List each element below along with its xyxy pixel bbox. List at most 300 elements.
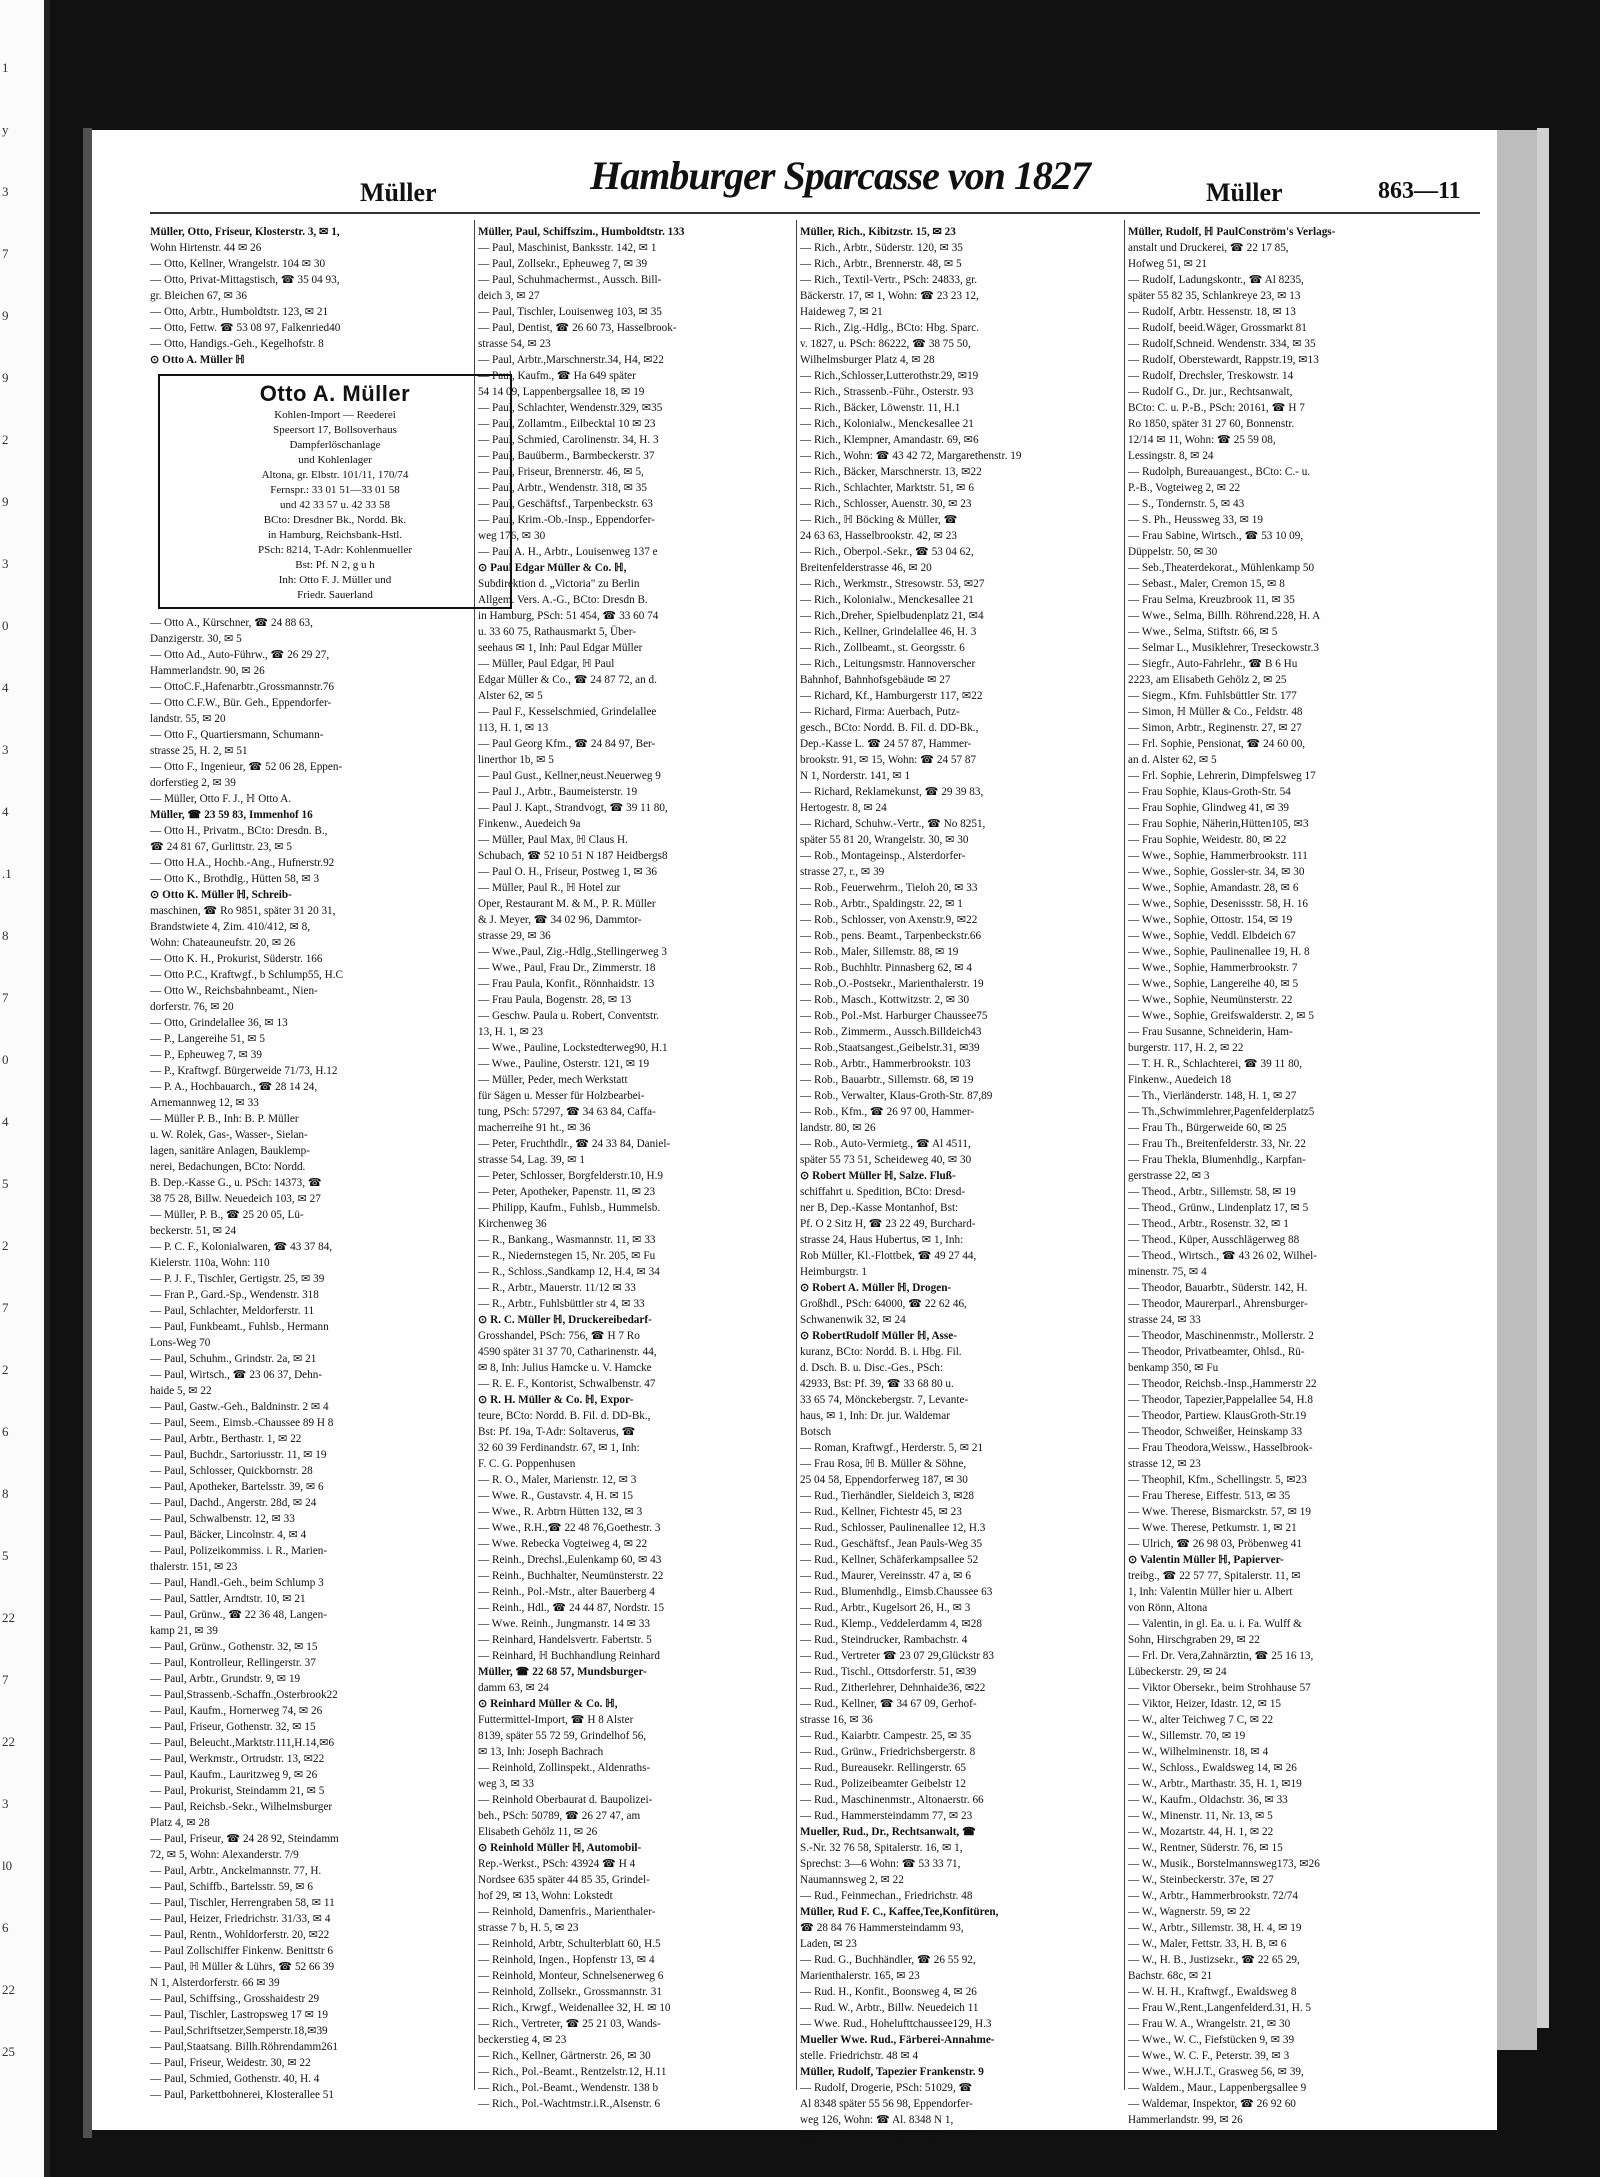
directory-entry: — Paul,Schriftsetzer,Semperstr.18,✉39 [150,2025,328,2037]
directory-entry: Haideweg 7, ✉ 21 [800,306,883,318]
margin-fragment: 2 [2,1238,9,1253]
directory-entry: 42933, Bst: Pf. 39, ☎ 33 68 80 u. [800,1378,954,1390]
directory-entry: — Reinhold, Zollinspekt., Aldenraths- [478,1762,651,1774]
directory-entry: ⊙ Robert A. Müller ℍ, Drogen- [800,1282,952,1294]
directory-entry: — Rud., Arbtr., Kugelsort 26, H., ✉ 3 [800,1602,971,1614]
directory-entry: — Rob., Masch., Kottwitzstr. 2, ✉ 30 [800,994,970,1006]
directory-entry: — Rud. H., Konfit., Boonsweg 4, ✉ 26 [800,1986,977,1998]
directory-entry: — Rud., Kellner, ☎ 34 67 09, Gerhof- [800,1698,977,1710]
directory-entry: — S., Tondernstr. 5, ✉ 43 [1128,498,1245,510]
directory-entry: — Rud., Tischl., Ottsdorferstr. 51, ✉39 [800,1666,977,1678]
margin-fragment: 6 [2,1920,9,1935]
directory-entry: Müller, Rudolf, Tapezier Frankenstr. 9 [800,2066,984,2078]
directory-entry: — Wwe. Therese, Petkumstr. 1, ✉ 21 [1128,1522,1297,1534]
directory-entry: — Rob., Buchhltr. Pinnasberg 62, ✉ 4 [800,962,973,974]
margin-fragment: .1 [2,866,12,881]
directory-entry: Wohn: Chateauneufstr. 20, ✉ 26 [150,937,296,949]
margin-fragment: 6 [2,1424,9,1439]
directory-entry: an d. Alster 62, ✉ 5 [1128,754,1217,766]
directory-entry: — Frau Sophie, Weidestr. 80, ✉ 22 [1128,834,1287,846]
header-logo [590,152,1090,199]
directory-entry: Grosshandel, PSch: 756, ☎ H 7 Ro [478,1330,640,1342]
directory-entry: — Theodor, Maurerparl., Ahrensburger- [1128,1298,1308,1310]
directory-entry: — W., alter Teichweg 7 C, ✉ 22 [1128,1714,1274,1726]
directory-entry: — Paul, Maschinist, Banksstr. 142, ✉ 1 [478,242,657,254]
directory-entry: — Paul, Schlachter, Wendenstr.329, ✉35 [478,402,663,414]
directory-entry: Ro 1850, später 31 27 60, Bonnenstr. [1128,418,1295,430]
directory-entry: — Siegfr., Auto-Fahrlehr., ☎ B 6 Hu [1128,658,1298,670]
directory-entry: Mueller, Rud., Dr., Rechtsanwalt, ☎ [800,1826,976,1838]
directory-entry: — Paul, Friseur, ☎ 24 28 92, Steindamm [150,1833,339,1845]
directory-entry: — Reinh., Buchhalter, Neumünsterstr. 22 [478,1570,664,1582]
directory-entry: — Rich., Kellner, Grindelallee 46, H. 3 [800,626,977,638]
directory-entry: — Rob., Zimmerm., Aussch.Billdeich43 [800,1026,982,1038]
directory-entry: ⊙ Otto A. Müller ℍ [150,354,245,366]
directory-entry: — Paul, Schiffsing., Grosshaidestr 29 [150,1993,320,2005]
directory-entry: — Selmar L., Musiklehrer, Treseckowstr.3 [1128,642,1319,654]
directory-entry: — Waldem., Maur., Lappenbergsallee 9 [1128,2082,1307,2094]
directory-entry: — Frau Sabine, Wirtsch., ☎ 53 10 09, [1128,530,1304,542]
margin-fragment: 4 [2,804,9,819]
directory-entry: 54 14 09, Lappenbergsallee 18, ✉ 19 [478,386,645,398]
directory-entry: — P. A., Hochbauarch., ☎ 28 14 24, [150,1081,318,1093]
directory-entry: linerthor 1b, ✉ 5 [478,754,554,766]
directory-entry: — Paul Gust., Kellner,neust.Neuerweg 9 [478,770,661,782]
margin-fragment: y [2,122,9,137]
directory-entry: — Paul, Buchdr., Sartoriusstr. 11, ✉ 19 [150,1449,327,1461]
directory-entry: — Frau Sophie, Näherin,Hütten105, ✉3 [1128,818,1309,830]
directory-entry: — Frl. Sophie, Lehrerin, Dimpfelsweg 17 [1128,770,1316,782]
directory-entry: — Rich., Kolonialw., Menckesallee 21 [800,418,974,430]
directory-entry: — Rud., Steindrucker, Rambachstr. 4 [800,1634,968,1646]
directory-entry: beckerstr. 51, ✉ 24 [150,1225,237,1237]
directory-entry: gesch., BCto: Nordd. B. Fil. d. DD-Bk., [800,722,979,734]
directory-entry: — Rich., Arbtr., Süderstr. 120, ✉ 35 [800,242,963,254]
directory-entry: — Wwe., Sophie, Hammerbrookstr. 7 [1128,962,1298,974]
directory-entry: ✉ 8, Inh: Julius Hamcke u. V. Hamcke [478,1362,652,1374]
directory-entry: — Paul Zollschiffer Finkenw. Benittstr 6 [150,1945,334,1957]
directory-entry: Rep.-Werkst., PSch: 43924 ☎ H 4 [478,1858,636,1870]
directory-entry: — Otto, Privat-Mittagstisch, ☎ 35 04 93, [150,274,340,286]
directory-entry: — Rud., Maschinenmstr., Altonaerstr. 66 [800,1794,984,1806]
directory-entry: ⊙ Valentin Müller ℍ, Papierver- [1128,1554,1284,1566]
directory-entry: Düppelstr. 50, ✉ 30 [1128,546,1218,558]
directory-entry: — W., Kaufm., Oldachstr. 36, ✉ 33 [1128,1794,1288,1806]
directory-entry: — Rich., Klempner, Amandastr. 69, ✉6 [800,434,979,446]
directory-entry: Elisabeth Gehölz 11, ✉ 26 [478,1826,598,1838]
directory-entry: teure, BCto: Nordd. B. Fil. d. DD-Bk., [478,1410,651,1422]
directory-entry: Platz 4, ✉ 28 [150,1817,210,1829]
directory-entry: — Frau W. A., Wrangelstr. 21, ✉ 30 [1128,2018,1291,2030]
directory-entry: seehaus ✉ 1, Inh: Paul Edgar Müller [478,642,643,654]
margin-fragment: 22 [2,1610,15,1625]
directory-entry: — W. H. H., Kraftwgf., Ewaldsweg 8 [1128,1986,1297,1998]
directory-entry: — Rud., Blumenhdlg., Eimsb.Chaussee 63 [800,1586,993,1598]
directory-entry: — Paul, Friseur, Brennerstr. 46, ✉ 5, [478,466,644,478]
directory-entry: — Rud., Feinmechan., Friedrichstr. 48 [800,1890,973,1902]
directory-entry: — Wwe., W. C. F., Peterstr. 39, ✉ 3 [1128,2050,1290,2062]
directory-entry: — Otto W., Reichsbahnbeamt., Nien- [150,985,318,997]
directory-entry: — W., Wagnerstr. 59, ✉ 22 [1128,1906,1251,1918]
directory-entry: haide 5, ✉ 22 [150,1385,212,1397]
directory-entry: Arnemannweg 12, ✉ 33 [150,1097,259,1109]
directory-entry: — Paul, Tischler, Lastropsweg 17 ✉ 19 [150,2009,328,2021]
directory-entry: beckerstieg 4, ✉ 23 [478,2034,567,2046]
directory-entry: 72, ✉ 5, Wohn: Alexanderstr. 7/9 [150,1849,299,1861]
directory-entry: — Rud., Bureausekr. Rellingerstr. 65 [800,1762,966,1774]
directory-entry: — R., Niedernstegen 15, Nr. 205, ✉ Fu [478,1250,656,1262]
directory-entry: haus, ✉ 1, Inh: Dr. jur. Waldemar [800,1410,950,1422]
directory-entry: — Wwe., Sophie, Ottostr. 154, ✉ 19 [1128,914,1293,926]
margin-fragment: 5 [2,1548,9,1563]
directory-entry: — Müller, P. B., ☎ 25 20 05, Lü- [150,1209,304,1221]
margin-fragment: 4 [2,680,9,695]
directory-entry: — W., Wilhelminenstr. 18, ✉ 4 [1128,1746,1269,1758]
directory-entry: Nordsee 635 später 44 85 35, Grindel- [478,1874,650,1886]
previous-page-edge [0,0,50,2177]
directory-entry: — Rob., Arbtr., Spaldingstr. 22, ✉ 1 [800,898,963,910]
directory-entry: — Wwe., Selma, Billh. Röhrend.228, H. A [1128,610,1321,622]
directory-entry: Müller, ☎ 22 68 57, Mundsburger- [478,1666,647,1678]
directory-entry: 113, H. 1, ✉ 13 [478,722,549,734]
directory-entry: — Viktor Obersekr., beim Strohhause 57 [1128,1682,1311,1694]
directory-entry: — Simon, ℍ Müller & Co., Feldstr. 48 [1128,706,1303,718]
column-3 [800,224,1170,2144]
directory-entry: — Paul, Kaufm., Hornerweg 74, ✉ 26 [150,1705,323,1717]
directory-entry: Sohn, Hirschgraben 29, ✉ 22 [1128,1634,1260,1646]
directory-entry: — Paul, Schmied, Gothenstr. 40, H. 4 [150,2073,320,2085]
directory-entry: — Paul, Bäcker, Lincolnstr. 4, ✉ 4 [150,1529,307,1541]
directory-entry: — Frau Thekla, Blumenhdlg., Karpfan- [1128,1154,1306,1166]
directory-entry: Edgar Müller & Co., ☎ 24 87 72, an d. [478,674,657,686]
directory-entry: damm 63, ✉ 24 [478,1682,549,1694]
directory-entry: — Wwe., W. C., Fiefstücken 9, ✉ 39 [1128,2034,1295,2046]
directory-entry: Botsch [800,1426,832,1438]
directory-entry: — Ulrich, ☎ 26 98 03, Pröbenweg 41 [1128,1538,1302,1550]
directory-entry: — Paul, Polizeikommiss. i. R., Marien- [150,1545,328,1557]
directory-entry: — Rob., Schlosser, von Axenstr.9, ✉22 [800,914,978,926]
directory-entry: — P., Kraftwgf. Bürgerweide 71/73, H.12 [150,1065,338,1077]
directory-entry: — Paul, Schuhm., Grindstr. 2a, ✉ 21 [150,1353,317,1365]
directory-entry: maschinen, ☎ Ro 9851, später 31 20 31, [150,905,336,917]
directory-entry: strasse 24, ✉ 33 [1128,1314,1201,1326]
directory-entry: 25 04 58, Eppendorferweg 187, ✉ 30 [800,1474,968,1486]
directory-entry: — Paul, Schuhmachermst., Aussch. Bill- [478,274,662,286]
directory-entry: — Rich., Strassenb.-Führ., Osterstr. 93 [800,386,974,398]
directory-entry: kuranz, BCto: Nordd. B. i. Hbg. Fil. [800,1346,962,1358]
ad-line: PSch: 8214, T-Adr: Kohlenmueller [258,544,412,556]
ad-line: und 42 33 57 u. 42 33 58 [280,499,390,511]
directory-entry: — Rob., Pol.-Mst. Harburger Chaussee75 [800,1010,988,1022]
directory-entry: — Rich., Schlachter, Marktstr. 51, ✉ 6 [800,482,974,494]
directory-entry: — Frau Rosa, ℍ B. Müller & Söhne, [800,1458,967,1470]
directory-entry: N 1, Alsterdorferstr. 66 ✉ 39 [150,1977,280,1989]
directory-entry: — Rudolf,Schneid. Wendenstr. 334, ✉ 35 [1128,338,1316,350]
ad-line: Fernspr.: 33 01 51—33 01 58 [270,484,400,496]
directory-entry: — Peter, Apotheker, Papenstr. 11, ✉ 23 [478,1186,656,1198]
directory-entry: — Rich., Bäcker, Löwenstr. 11, H.1 [800,402,961,414]
directory-entry: — Otto, Fettw. ☎ 53 08 97, Falkenried40 [150,322,341,334]
directory-entry: — Otto F., Ingenieur, ☎ 52 06 28, Eppen- [150,761,343,773]
directory-entry: Rob Müller, Kl.-Flottbek, ☎ 49 27 44, [800,1250,977,1262]
directory-entry: — Rich., Kellner, Gärtnerstr. 26, ✉ 30 [478,2050,651,2062]
directory-entry: u. 33 60 75, Rathausmarkt 5, Über- [478,626,636,638]
margin-fragment: 4 [2,1114,9,1129]
directory-entry: Hammerlandstr. 90, ✉ 26 [150,665,265,677]
directory-entry: 1, Inh: Valentin Müller hier u. Albert [1128,1586,1293,1598]
directory-entry: — Peter, Fruchthdlr., ☎ 24 33 84, Daniel- [478,1138,671,1150]
directory-entry: — Paul, Apotheker, Bartelsstr. 39, ✉ 6 [150,1481,324,1493]
directory-entry: — Paul, Dachd., Angerstr. 28d, ✉ 24 [150,1497,317,1509]
directory-entry: Naumannsweg 2, ✉ 22 [800,1874,904,1886]
directory-entry: — Wwe., R. Arbtrn Hütten 132, ✉ 3 [478,1506,643,1518]
directory-entry: — Rob.,Staatsangest.,Geibelstr.31, ✉39 [800,1042,980,1054]
directory-entry: macherreihe 91 ht., ✉ 36 [478,1122,591,1134]
directory-entry: — Wwe., Sophie, Hammerbrookstr. 111 [1128,850,1308,862]
directory-entry: ⊙ Reinhard Müller & Co. ℍ, [478,1698,618,1710]
directory-entry: — Paul, Reichsb.-Sekr., Wilhelmsburger [150,1801,333,1813]
margin-fragment: 3 [2,1796,9,1811]
column-1-bottom-entries [150,615,520,2103]
ad-line: Inh: Otto F. J. Müller und [278,574,392,586]
directory-entry: in Hamburg, PSch: 51 454, ☎ 33 60 74 [478,610,659,622]
directory-entry: — Reinh., Hdl., ☎ 24 44 87, Nordstr. 15 [478,1602,665,1614]
directory-entry: schiffahrt u. Spedition, BCto: Dresd- [800,1186,966,1198]
directory-entry: — Sebast., Maler, Cremon 15, ✉ 8 [1128,578,1285,590]
directory-entry: — Theod., Grünw., Lindenplatz 17, ✉ 5 [1128,1202,1309,1214]
directory-entry: Allgem. Vers. A.-G., BCto: Dresdn B. [478,594,648,606]
directory-entry: — Paul, Schlachter, Meldorferstr. 11 [150,1305,315,1317]
directory-entry: — W., Arbtr., Sillemstr. 38, H. 4, ✉ 19 [1128,1922,1302,1934]
margin-fragment: 22 [2,1982,15,1997]
directory-entry: — Paul, Schmied, Carolinenstr. 34, H. 3 [478,434,659,446]
directory-entry: — Paul, Parkettbohnerei, Klosterallee 51 [150,2089,334,2101]
directory-entry: S.-Nr. 32 76 58, Spitalerstr. 16, ✉ 1, [800,1842,963,1854]
directory-entry: — Roman, Kraftwgf., Herderstr. 5, ✉ 21 [800,1442,984,1454]
directory-entry: — Frau Th., Breitenfelderstr. 33, Nr. 22 [1128,1138,1306,1150]
directory-entry: — W., Sillemstr. 70, ✉ 19 [1128,1730,1246,1742]
sparcasse-logo-text: Hamburger Sparcasse von 1827 [590,153,1090,198]
directory-entry: — Paul, Arbtr., Wendenstr. 318, ✉ 35 [478,482,647,494]
directory-entry: dorferstr. 76, ✉ 20 [150,1001,234,1013]
directory-entry: — Paul, Kaufm., Lauritzweg 9, ✉ 26 [150,1769,318,1781]
directory-entry: — Paul, Seem., Eimsb.-Chaussee 89 H 8 [150,1417,334,1429]
directory-entry: — Rud. W., Arbtr., Billw. Neuedeich 11 [800,2002,979,2014]
directory-entry: — Wwe. R., Gustavstr. 4, H. ✉ 15 [478,1490,633,1502]
directory-entry: — Richard, Firma: Auerbach, Putz- [800,706,960,718]
directory-entry: burgerstr. 117, H. 2, ✉ 22 [1128,1042,1244,1054]
directory-entry: — P., Epheuweg 7, ✉ 39 [150,1049,262,1061]
directory-entry: — Otto, Grindelallee 36, ✉ 13 [150,1017,288,1029]
directory-entry: — Paul, Arbtr.,Marschnerstr.34, H4, ✉22 [478,354,664,366]
directory-entry: — Paul O. H., Friseur, Postweg 1, ✉ 36 [478,866,657,878]
directory-entry: — Paul, Arbtr., Grundstr. 9, ✉ 19 [150,1673,301,1685]
directory-entry: — Reinh., Drechsl.,Eulenkamp 60, ✉ 43 [478,1554,662,1566]
directory-entry: — Rich., Pol.-Beamt., Wendenstr. 138 b [478,2082,659,2094]
directory-entry: — Rudolf, Drogerie, PSch: 51029, ☎ [800,2082,973,2094]
directory-entry: Bahnhof, Bahnhofsgebäude ✉ 27 [800,674,951,686]
directory-entry: — Rich., Arbtr., Brennerstr. 48, ✉ 5 [800,258,962,270]
ad-line: Kohlen-Import — Reederei [274,409,396,421]
directory-entry: gerstrasse 22, ✉ 3 [1128,1170,1210,1182]
directory-entry: Kirchenweg 36 [478,1218,547,1230]
directory-entry: — Paul, Beleucht.,Marktstr.111,H.14,✉6 [150,1737,335,1749]
directory-entry: P.-B., Vogteiweg 2, ✉ 22 [1128,482,1241,494]
directory-entry: — Valentin, in gl. Ea. u. i. Fa. Wulff & [1128,1618,1302,1630]
margin-fragment: 0 [2,1052,9,1067]
directory-entry: deich 3, ✉ 27 [478,290,540,302]
directory-entry: Finkenw., Auedeich 9a [478,818,581,830]
directory-entry: — Reinhold, Damenfris., Marienthaler- [478,1906,656,1918]
directory-entry: weg 126, Wohn: ☎ Al. 8348 N 1, [800,2114,954,2126]
directory-entry: 4590 später 31 37 70, Catharinenstr. 44, [478,1346,657,1358]
directory-entry: — Paul A. H., Arbtr., Louisenweg 137 e [478,546,658,558]
directory-entry: — Rob., pens. Beamt., Tarpenbeckstr.66 [800,930,982,942]
directory-entry: — Wwe., Sophie, Veddl. Elbdeich 67 [1128,930,1296,942]
directory-entry: d. Dsch. B. u. Disc.-Ges., PSch: [800,1362,943,1374]
directory-entry: — Wwe., Sophie, Desenissstr. 58, H. 16 [1128,898,1309,910]
directory-entry: — Seb.,Theaterdekorat., Mühlenkamp 50 [1128,562,1315,574]
directory-entry: strasse 24, Haus Hubertus, ✉ 1, Inh: [800,1234,964,1246]
directory-entry: — Paul, Kontrolleur, Rellingerstr. 37 [150,1657,316,1669]
directory-entry: Al 8348 später 55 56 98, Eppendorfer- [800,2098,973,2110]
directory-entry: — Frau Susanne, Schneiderin, Ham- [1128,1026,1293,1038]
directory-entry: — R., Arbtr., Mauerstr. 11/12 ✉ 33 [478,1282,636,1294]
directory-entry: — Wwe. Rebecka Vogteiweg 4, ✉ 22 [478,1538,648,1550]
directory-entry: später 55 81 20, Wrangelstr. 30, ✉ 30 [800,834,969,846]
directory-entry: 32 60 39 Ferdinandstr. 67, ✉ 1, Inh: [478,1442,640,1454]
margin-fragment: 22 [2,1734,15,1749]
directory-entry: — W., Rentner, Süderstr. 76, ✉ 15 [1128,1842,1283,1854]
margin-fragment: 3 [2,556,9,571]
directory-entry: — Paul, Tischler, Louisenweg 103, ✉ 35 [478,306,662,318]
directory-entry: — Peter, Schlosser, Borgfelderstr.10, H.9 [478,1170,664,1182]
ad-line: Friedr. Sauerland [297,589,373,601]
directory-entry: — R., Schloss.,Sandkamp 12, H.4, ✉ 34 [478,1266,660,1278]
directory-entry: minenstr. 75, ✉ 4 [1128,1266,1207,1278]
directory-entry: — Paul, Tischler, Herrengraben 58, ✉ 11 [150,1897,335,1909]
margin-fragment: 9 [2,370,9,385]
directory-entry: — Paul Georg Kfm., ☎ 24 84 97, Ber- [478,738,656,750]
margin-fragment: 7 [2,246,9,261]
directory-entry: — Rich.,Schlosser,Lutterothstr.29, ✉19 [800,370,979,382]
directory-entry: Lessingstr. 8, ✉ 24 [1128,450,1214,462]
directory-entry: — R., Arbtr., Fuhlsbüttler str 4, ✉ 33 [478,1298,645,1310]
directory-entry: — Paul, Handl.-Geh., beim Schlump 3 [150,1577,324,1589]
directory-entry: — Wwe., Sophie, Langereihe 40, ✉ 5 [1128,978,1299,990]
directory-entry: strasse 27, r., ✉ 39 [800,866,885,878]
directory-entry: beh., PSch: 50789, ☎ 26 27 47, am [478,1810,641,1822]
directory-entry: Hertogestr. 8, ✉ 24 [800,802,887,814]
directory-entry: später 55 82 35, Schlankreye 23, ✉ 13 [1128,290,1301,302]
directory-entry: — Rud., Klemp., Veddelerdamm 4, ✉28 [800,1618,982,1630]
directory-entry: stelle. Friedrichstr. 48 ✉ 4 [800,2050,919,2062]
directory-entry: v. 1827, u. PSch: 86222, ☎ 38 75 50, [800,338,971,350]
directory-entry: — Rud., Kellner, Fichtestr 45, ✉ 23 [800,1506,962,1518]
directory-entry: — S. Ph., Heussweg 33, ✉ 19 [1128,514,1263,526]
directory-entry: — Wwe., Pauline, Osterstr. 121, ✉ 19 [478,1058,650,1070]
directory-entry: — Rudolf, beeid.Wäger, Grossmarkt 81 [1128,322,1307,334]
directory-entry: — Rob., Kfm., ☎ 26 97 00, Hammer- [800,1106,975,1118]
directory-entry: — R. E. F., Kontorist, Schwalbenstr. 47 [478,1378,656,1390]
directory-entry: — Rich., Zollbeamt., st. Georgsstr. 6 [800,642,965,654]
directory-entry: — Otto H., Privatm., BCto: Dresdn. B., [150,825,328,837]
directory-entry: — Fran P., Gard.-Sp., Wendenstr. 318 [150,1289,319,1301]
column-2 [478,224,848,2112]
directory-entry: — Th.,Schwimmlehrer,Pagenfelderplatz5 [1128,1106,1315,1118]
directory-entry: — Frau Sophie, Klaus-Groth-Str. 54 [1128,786,1291,798]
directory-entry: — Frau Paula, Konfit., Rönnhaidstr. 13 [478,978,655,990]
directory-entry: — Rudolf, Drechsler, Treskowstr. 14 [1128,370,1294,382]
directory-entry: Lübeckerstr. 29, ✉ 24 [1128,1666,1227,1678]
directory-entry: — Paul, Schlosser, Quickbornstr. 28 [150,1465,313,1477]
directory-entry: Müller, Rich., Kibitzstr. 15, ✉ 23 [800,226,956,238]
margin-fragment: 3 [2,184,9,199]
directory-entry: ⊙ RobertRudolf Müller ℍ, Asse- [800,1330,957,1342]
next-page-edge-shadow [1537,128,1549,2028]
directory-entry: Kielerstr. 110a, Wohn: 110 [150,1257,270,1269]
directory-entry: — R. O., Maler, Marienstr. 12, ✉ 3 [478,1474,637,1486]
directory-entry: N 1, Norderstr. 141, ✉ 1 [800,770,911,782]
directory-entry: 12/14 ✉ 11, Wohn: ☎ 25 59 08, [1128,434,1276,446]
directory-entry: Bachstr. 68c, ✉ 21 [1128,1970,1213,1982]
margin-fragment: 2 [2,1362,9,1377]
directory-entry: — Theod., Arbtr., Sillemstr. 58, ✉ 19 [1128,1186,1296,1198]
margin-fragment: 7 [2,990,9,1005]
ad-line: Bst: Pf. N 2, g u h [295,559,375,571]
directory-entry: strasse 16, ✉ 36 [800,1714,873,1726]
directory-entry: — Rich.,Dreher, Spielbudenplatz 21, ✉4 [800,610,984,622]
directory-entry: — Rich., Pol.-Beamt., Rentzelstr.12, H.11 [478,2066,667,2078]
directory-entry: — Reinhold, Arbtr, Schulterblatt 60, H.5 [478,1938,661,1950]
directory-entry: — Rich., Vertreter, ☎ 25 21 03, Wands- [478,2018,661,2030]
directory-entry: — Paul, Geschäftsf., Tarpenbeckstr. 63 [478,498,653,510]
directory-entry: — W., Maler, Fettstr. 33, H. B, ✉ 6 [1128,1938,1287,1950]
directory-entry: — Wwe., Selma, Stiftstr. 66, ✉ 5 [1128,626,1278,638]
directory-entry: ⊙ R. H. Müller & Co. ℍ, Expor- [478,1394,634,1406]
directory-entry: tung, PSch: 57297, ☎ 34 63 84, Caffa- [478,1106,656,1118]
directory-entry: — Frau Therese, Eiffestr. 513, ✉ 35 [1128,1490,1291,1502]
directory-entry: weg 3, ✉ 33 [478,1778,534,1790]
directory-entry: — Wwe., Sophie, Amandastr. 28, ✉ 6 [1128,882,1299,894]
directory-entry: 33 65 74, Mönckebergstr. 7, Levante- [800,1394,969,1406]
directory-entry: — Rud., Kellner, Schäferkampsallee 52 [800,1554,979,1566]
directory-entry: — Rud., Grünw., Friedrichsbergerstr. 8 [800,1746,976,1758]
directory-entry: — Paul, Zollsekr., Epheuweg 7, ✉ 39 [478,258,648,270]
directory-entry: — Theodor, Schweißer, Heinskamp 33 [1128,1426,1303,1438]
directory-entry: — Rudolf, Oberstewardt, Rappstr.19, ✉13 [1128,354,1319,366]
directory-entry: landstr. 80, ✉ 26 [800,1122,876,1134]
directory-entry: 13, H. 1, ✉ 23 [478,1026,544,1038]
directory-entry: — Richard, Reklamekunst, ☎ 29 39 83, [800,786,984,798]
page-number: 863—11 [1378,178,1461,204]
directory-entry: Alster 62, ✉ 5 [478,690,543,702]
directory-entry: u. W. Rolek, Gas-, Wasser-, Sielan- [150,1129,308,1141]
directory-entry: — Frau W.,Rent.,Langenfelderd.31, H. 5 [1128,2002,1312,2014]
next-page-edge [1497,130,1537,2050]
directory-entry: — Paul, Funkbeamt., Fuhlsb., Hermann [150,1321,329,1333]
directory-entry: — Paul, Kaufm., ☎ Ha 649 später [478,370,636,382]
page-spine [83,128,92,2138]
directory-entry: — Reinhold, Monteur, Schnelsenerweg 6 [478,1970,664,1982]
directory-entry: — Rudolf, Arbtr. Hessenstr. 18, ✉ 13 [1128,306,1296,318]
directory-entry: lagen, sanitäre Anlagen, Bauklemp- [150,1145,310,1157]
directory-entry: — Rud., Geschäftsf., Jean Pauls-Weg 35 [800,1538,983,1550]
directory-entry: — Rich., Krwgf., Weidenallee 32, H. ✉ 10 [478,2002,671,2014]
directory-entry: F. C. G. Poppenhusen [478,1458,576,1470]
directory-entry: ✉ 13, Inh: Joseph Bachrach [478,1746,604,1758]
directory-entry: — Richard, Kf., Hamburgerstr 117, ✉22 [800,690,983,702]
